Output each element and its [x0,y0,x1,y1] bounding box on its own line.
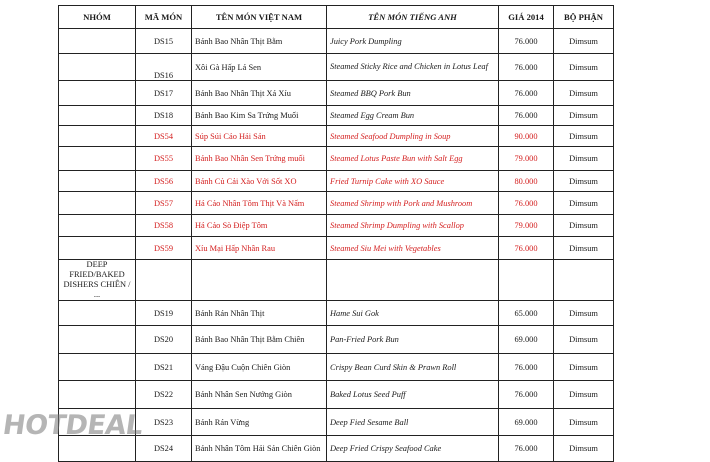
dish-price: 65.000 [499,301,554,326]
dish-price: 76.000 [499,381,554,409]
table-row [59,171,614,192]
dish-en-name: Hame Sui Gok [327,301,499,326]
dish-en-name: Steamed Egg Cream Bun [327,106,499,126]
dish-department: Dimsum [554,326,614,354]
dish-en-name: Steamed Lotus Paste Bun with Salt Egg [327,147,499,171]
dish-code: DS22 [136,381,192,409]
dish-department: Dimsum [554,81,614,106]
dish-department: Dimsum [554,54,614,81]
dish-code: DS54 [136,126,192,147]
dish-price: 90.000 [499,126,554,147]
group-cell [59,147,136,171]
dish-price: 76.000 [499,192,554,215]
table-row [59,237,614,260]
dish-vn-name: Bánh Bao Nhân Sen Trứng muối [192,147,327,171]
group-cell [59,106,136,126]
header-en-name: TÊN MÓN TIẾNG ANH [327,6,499,29]
table-row [59,106,614,126]
group-cell [59,54,136,81]
table-row [59,326,614,354]
table-row [59,147,614,171]
dish-code: DS17 [136,81,192,106]
group-cell [59,192,136,215]
dish-department: Dimsum [554,409,614,436]
dish-department: Dimsum [554,29,614,54]
table-row [59,381,614,409]
dish-code: DS24 [136,436,192,462]
dish-price: 79.000 [499,147,554,171]
dish-price: 79.000 [499,215,554,237]
dish-vn-name: Bánh Rán Nhân Thịt [192,301,327,326]
empty-cell [327,260,499,301]
group-cell [59,301,136,326]
dish-vn-name: Váng Đậu Cuộn Chiên Giòn [192,354,327,381]
header-code: MÃ MÓN [136,6,192,29]
dish-price: 76.000 [499,54,554,81]
dish-vn-name: Súp Súi Cảo Hải Sản [192,126,327,147]
dish-price: 69.000 [499,326,554,354]
dish-en-name: Crispy Bean Curd Skin & Prawn Roll [327,354,499,381]
group-cell [59,354,136,381]
dish-vn-name: Bánh Rán Vừng [192,409,327,436]
header-row [59,6,614,29]
table-row [59,354,614,381]
dish-price: 80.000 [499,171,554,192]
header-vn-name: TÊN MÓN VIỆT NAM [192,6,327,29]
dish-department: Dimsum [554,192,614,215]
dish-price: 69.000 [499,409,554,436]
dish-vn-name: Xíu Mại Hấp Nhân Rau [192,237,327,260]
empty-cell [136,260,192,301]
dish-code: DS18 [136,106,192,126]
dish-code: DS16 [136,54,192,81]
dish-vn-name: Bánh Nhân Tôm Hải Sản Chiên Giòn [192,436,327,462]
dish-department: Dimsum [554,436,614,462]
header-department: BỘ PHẬN [554,6,614,29]
dish-en-name: Steamed Siu Mei with Vegetables [327,237,499,260]
dish-department: Dimsum [554,171,614,192]
menu-table [58,5,614,462]
table-row [59,192,614,215]
dish-department: Dimsum [554,381,614,409]
group-cell [59,126,136,147]
group-cell [59,215,136,237]
dish-code: DS57 [136,192,192,215]
table-row [59,54,614,81]
dish-vn-name: Bánh Bao Nhân Thịt Xá Xíu [192,81,327,106]
dish-price: 76.000 [499,81,554,106]
dish-code: DS55 [136,147,192,171]
group-cell [59,171,136,192]
dish-vn-name: Xôi Gà Hấp Lá Sen [192,54,327,81]
group-cell [59,381,136,409]
dish-department: Dimsum [554,301,614,326]
dish-price: 76.000 [499,29,554,54]
dish-en-name: Steamed BBQ Pork Bun [327,81,499,106]
dish-department: Dimsum [554,215,614,237]
table-row [59,301,614,326]
dish-vn-name: Bánh Bao Nhân Thịt Bằm Chiên [192,326,327,354]
dish-code: DS23 [136,409,192,436]
dish-code: DS58 [136,215,192,237]
dish-en-name: Steamed Shrimp Dumpling with Scallop [327,215,499,237]
dish-code: DS15 [136,29,192,54]
dish-price: 76.000 [499,237,554,260]
table-row [59,81,614,106]
dish-en-name: Pan-Fried Pork Bun [327,326,499,354]
dish-en-name: Juicy Pork Dumpling [327,29,499,54]
dish-code: DS20 [136,326,192,354]
table-row [59,436,614,462]
dish-en-name: Deep Fied Sesame Ball [327,409,499,436]
group-cell [59,81,136,106]
group-cell [59,29,136,54]
dish-code: DS19 [136,301,192,326]
dish-vn-name: Bánh Nhân Sen Nướng Giòn [192,381,327,409]
dish-en-name: Fried Turnip Cake with XO Sauce [327,171,499,192]
dish-vn-name: Bánh Củ Cải Xào Với Sốt XO [192,171,327,192]
dish-department: Dimsum [554,106,614,126]
dish-department: Dimsum [554,147,614,171]
dish-en-name: Steamed Seafood Dumpling in Soup [327,126,499,147]
dish-code: DS21 [136,354,192,381]
dish-price: 76.000 [499,436,554,462]
dish-vn-name: Bánh Bao Kim Sa Trứng Muối [192,106,327,126]
group-cell [59,326,136,354]
dish-en-name: Baked Lotus Seed Puff [327,381,499,409]
dish-department: Dimsum [554,126,614,147]
empty-cell [554,260,614,301]
dish-department: Dimsum [554,354,614,381]
empty-cell [499,260,554,301]
empty-cell [192,260,327,301]
header-price: GIÁ 2014 [499,6,554,29]
dish-department: Dimsum [554,237,614,260]
group-cell [59,237,136,260]
dish-vn-name: Há Cảo Nhân Tôm Thịt Và Nấm [192,192,327,215]
header-group: NHÓM [59,6,136,29]
dish-price: 76.000 [499,106,554,126]
dish-vn-name: Bánh Bao Nhân Thịt Bằm [192,29,327,54]
group-header-row [59,260,614,301]
dish-code: DS59 [136,237,192,260]
dish-vn-name: Há Cảo Sò Điệp Tôm [192,215,327,237]
dish-en-name: Deep Fried Crispy Seafood Cake [327,436,499,462]
dish-en-name: Steamed Sticky Rice and Chicken in Lotus Leaf [327,54,499,81]
group-name: DEEP FRIED/BAKED DISHERS CHIÊN / ... [59,260,136,301]
table-row [59,215,614,237]
table-row [59,29,614,54]
dish-en-name: Steamed Shrimp with Pork and Mushroom [327,192,499,215]
dish-price: 76.000 [499,354,554,381]
hotdeal-watermark: HOTDEAL [0,410,145,441]
dish-code: DS56 [136,171,192,192]
table-row [59,126,614,147]
